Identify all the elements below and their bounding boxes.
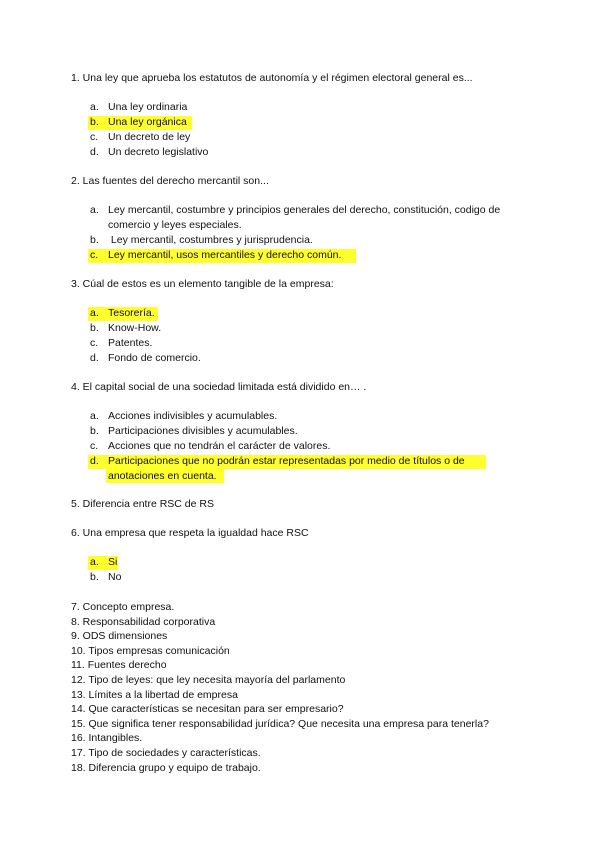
option-letter: d. bbox=[90, 352, 99, 364]
topic-item: 15. Que significa tener responsabilidad jurídica? Que necesita una empresa para tenerla? bbox=[71, 717, 489, 730]
topic-list bbox=[71, 600, 591, 775]
topic-item: 12. Tipo de leyes: que ley necesita mayoría del parlamento bbox=[71, 673, 346, 686]
question-4-options bbox=[0, 410, 600, 485]
option-text: Ley mercantil, costumbres y jurisprudencia. bbox=[108, 234, 313, 246]
option-text: Ley mercantil, costumbre y principios generales del derecho, constitución, codigo de bbox=[108, 204, 501, 216]
option-text-continuation: comercio y leyes especiales. bbox=[108, 219, 242, 231]
option-letter: c. bbox=[90, 440, 99, 452]
question-1: 1. Una ley que aprueba los estatutos de autonomía y el régimen electoral general es... bbox=[71, 72, 473, 84]
topic-item: 17. Tipo de sociedades y características. bbox=[71, 746, 261, 759]
topic-item: 14. Que características se necesitan para ser empresario? bbox=[71, 703, 344, 716]
question-3: 3. Cúal de estos es un elemento tangible de la empresa: bbox=[71, 278, 334, 290]
option-letter: b. bbox=[90, 116, 99, 128]
option-text: Patentes. bbox=[108, 337, 153, 349]
option-text: Un decreto de ley bbox=[108, 131, 191, 143]
option-text-correct: Ley mercantil, usos mercantiles y derecho común. bbox=[108, 249, 342, 261]
topic-item: 11. Fuentes derecho bbox=[71, 659, 167, 672]
topic-item: 8. Responsabilidad corporativa bbox=[71, 615, 216, 628]
option-text: Know-How. bbox=[108, 322, 162, 334]
topic-item: 10. Tipos empresas comunicación bbox=[71, 644, 230, 657]
option-letter: c. bbox=[90, 249, 99, 261]
option-letter: c. bbox=[90, 337, 99, 349]
option-letter: b. bbox=[90, 234, 99, 246]
topic-item: 13. Límites a la libertad de empresa bbox=[71, 688, 238, 701]
question-1-options bbox=[0, 101, 600, 161]
option-letter: a. bbox=[90, 307, 99, 319]
question-4: 4. El capital social de una sociedad limitada está dividido en… . bbox=[71, 381, 367, 393]
option-letter: a. bbox=[90, 204, 99, 216]
topic-item: 9. ODS dimensiones bbox=[71, 630, 168, 643]
option-letter: a. bbox=[90, 410, 99, 422]
question-3-options bbox=[0, 307, 600, 367]
option-letter: a. bbox=[90, 556, 99, 568]
option-text: Acciones que no tendrán el carácter de valores. bbox=[108, 440, 331, 452]
option-letter: b. bbox=[90, 322, 99, 334]
question-2-options bbox=[0, 204, 600, 264]
option-text: Fondo de comercio. bbox=[108, 352, 201, 364]
topic-item: 16. Intangibles. bbox=[71, 732, 143, 745]
option-text: Un decreto legislativo bbox=[108, 146, 209, 158]
option-letter: c. bbox=[90, 131, 99, 143]
option-text-continuation: anotaciones en cuenta. bbox=[108, 470, 217, 482]
question-6-options bbox=[0, 556, 600, 586]
option-text-correct: Una ley orgánica bbox=[108, 116, 187, 128]
option-letter: b. bbox=[90, 571, 99, 583]
question-5: 5. Diferencia entre RSC de RS bbox=[71, 498, 214, 510]
topic-item: 18. Diferencia grupo y equipo de trabajo. bbox=[71, 761, 261, 774]
option-text: No bbox=[108, 571, 122, 583]
option-letter: a. bbox=[90, 101, 99, 113]
option-letter: d. bbox=[90, 455, 99, 467]
question-6: 6. Una empresa que respeta la igualdad hace RSC bbox=[71, 527, 309, 539]
option-text-correct: Participaciones que no podrán estar representadas por medio de títulos o de bbox=[108, 455, 465, 467]
option-text-correct: Si bbox=[108, 556, 118, 568]
option-text: Acciones indivisibles y acumulables. bbox=[108, 410, 278, 422]
question-2: 2. Las fuentes del derecho mercantil son... bbox=[71, 175, 269, 187]
option-text-correct: Tesorería. bbox=[108, 307, 155, 319]
option-text: Una ley ordinaria bbox=[108, 101, 188, 113]
topic-item: 7. Concepto empresa. bbox=[71, 601, 175, 613]
option-letter: d. bbox=[90, 146, 99, 158]
option-letter: b. bbox=[90, 425, 99, 437]
option-text: Participaciones divisibles y acumulables. bbox=[108, 425, 298, 437]
